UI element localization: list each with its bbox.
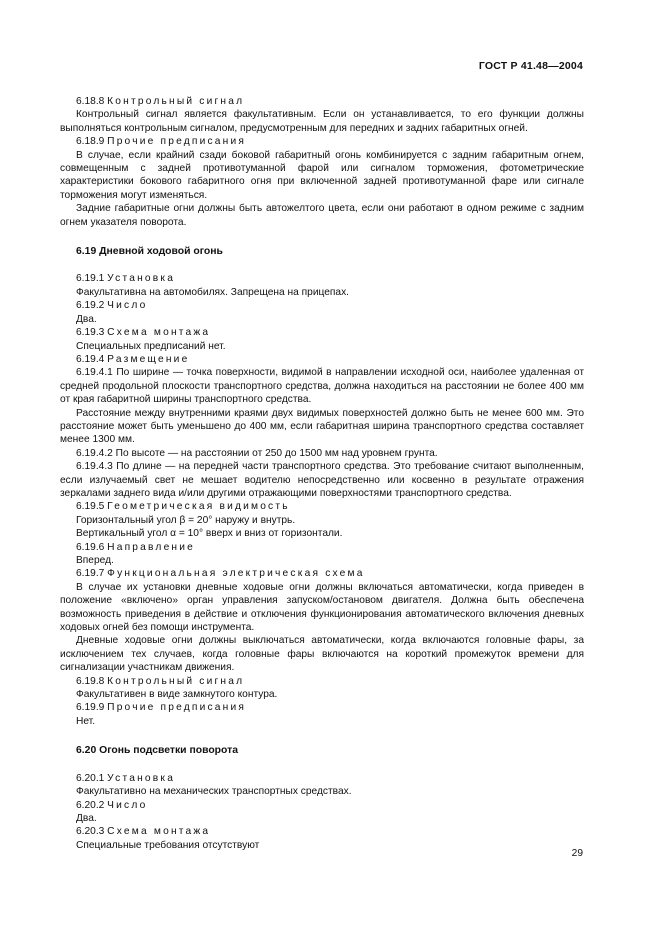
clause-heading: 6.19.4 Размещение	[76, 353, 190, 365]
paragraph: Дневные ходовые огни должны выключаться автоматически, когда включаются головные фары, за исключением тех случаев, когда головные фары включаются на короткий промежуток времени для сигнализации участникам движения.	[60, 635, 584, 674]
section-heading: 6.20 Огонь подсветки поворота	[76, 745, 238, 757]
paragraph: Два.	[76, 812, 97, 824]
paragraph: 6.19.4.2 По высоте — на расстоянии от 250 до 1500 мм над уровнем грунта.	[76, 447, 438, 459]
paragraph: Факультативен в виде замкнутого контура.	[76, 689, 278, 701]
clause-heading: 6.19.8 Контрольный сигнал	[76, 675, 245, 687]
paragraph: Специальные требования отсутствуют	[76, 839, 260, 851]
document-code: ГОСТ Р 41.48—2004	[478, 60, 583, 72]
page-number: 29	[571, 848, 583, 859]
paragraph: Задние габаритные огни должны быть автожелтого цвета, если они работают в одном режиме с задним огнем указателя поворота.	[60, 203, 584, 228]
clause-heading: 6.19.5 Геометрическая видимость	[76, 501, 290, 513]
paragraph: Вертикальный угол α = 10° вверх и вниз от горизонтали.	[76, 528, 343, 540]
paragraph: Факультативна на автомобилях. Запрещена на прицепах.	[76, 286, 350, 298]
clause-heading: 6.20.2 Число	[76, 799, 148, 811]
clause-heading: 6.19.1 Установка	[76, 273, 176, 285]
clause-heading: 6.19.6 Направление	[76, 541, 196, 553]
paragraph: Горизонтальный угол β = 20° наружу и внутрь.	[76, 514, 296, 526]
clause-heading: 6.19.3 Схема монтажа	[76, 327, 211, 339]
paragraph: В случае их установки дневные ходовые огни должны включаться автоматически, когда приведен в положение «включено» орган управления запуском/остановом двигателя. Должна быть обеспечена возможность приведения в действие и отключения функционирования автоматического включения дневных ходовых огней без помощи инструмента.	[60, 581, 584, 634]
paragraph: Специальных предписаний нет.	[76, 340, 226, 352]
clause-heading: 6.20.3 Схема монтажа	[76, 826, 211, 838]
clause-heading: 6.19.9 Прочие предписания	[76, 702, 247, 714]
paragraph: 6.19.4.3 По длине — на передней части транспортного средства. Это требование считают выполненным, если излучаемый свет не мешает водителю непосредственно или косвенно в результате отражения зеркалами заднего вида и/или другими отражающими поверхностями транспортного средства.	[60, 461, 584, 499]
paragraph: Факультативно на механических транспортных средствах.	[76, 786, 352, 798]
paragraph: 6.19.4.1 По ширине — точка поверхности, видимой в направлении исходной оси, наиболее удаленная от средней продольной плоскости транспортного средства, должна находиться на расстоянии не более 400 мм от края габаритной ширины транспортного средства.	[60, 367, 584, 406]
clause-heading: 6.18.8 Контрольный сигнал	[76, 96, 245, 107]
paragraph: Вперед.	[76, 555, 114, 566]
clause-heading: 6.19.2 Число	[76, 300, 148, 312]
paragraph: В случае, если крайний сзади боковой габаритный огонь комбинируется с задним габаритным огнем, совмещенным с задней противотуманной фарой или сигналом торможения, фотометрические характеристики бокового габаритного огня при включенной задней противотуманной фаре или сигнале торможения могут изменяться.	[60, 149, 584, 201]
paragraph: Нет.	[76, 715, 96, 727]
clause-heading: 6.20.1 Установка	[76, 772, 176, 784]
page-body	[60, 95, 584, 852]
paragraph: Расстояние между внутренними краями двух видимых поверхностей должно быть не менее 600 мм. Это расстояние может быть уменьшено до 400 мм, если габаритная ширина транспортного средства составляет менее 1300 мм.	[60, 407, 584, 446]
paragraph: Два.	[76, 313, 97, 325]
paragraph: Контрольный сигнал является факультативным. Если он устанавливается, то его функции должны выполняться контрольным сигналом, предусмотренным для передних и задних габаритных огней.	[60, 109, 584, 134]
clause-heading: 6.19.7 Функциональная электрическая схема	[76, 568, 365, 580]
section-heading: 6.19 Дневной ходовой огонь	[76, 246, 223, 258]
clause-heading: 6.18.9 Прочие предписания	[76, 136, 247, 148]
